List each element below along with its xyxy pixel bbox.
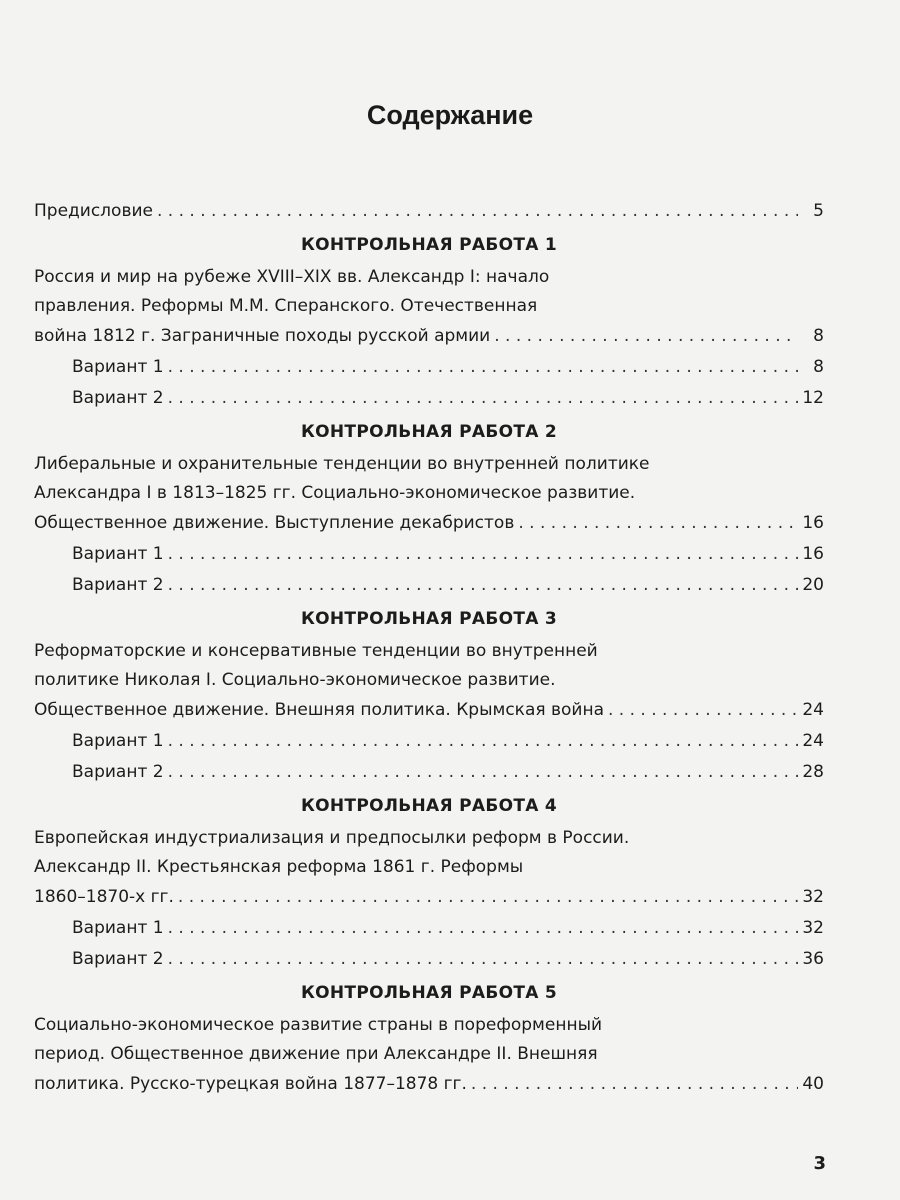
- toc-entry-label: война 1812 г. Заграничные походы русской армии: [34, 326, 491, 346]
- leader-dots: [168, 726, 798, 757]
- toc-entry-section[interactable]: [34, 1069, 824, 1100]
- description-line: политике Николая I. Социально-экономическое развитие.: [34, 670, 556, 690]
- description-line: Европейская индустриализация и предпосылки реформ в России.: [34, 828, 630, 848]
- section-description: [34, 450, 824, 508]
- description-line: Реформаторские и консервативные тенденции во внутренней: [34, 641, 598, 661]
- leader-dots: [168, 570, 798, 601]
- toc-page-number: 24: [802, 731, 824, 751]
- section-heading: КОНТРОЛЬНАЯ РАБОТА 1: [300, 235, 558, 255]
- leader-dots: [168, 944, 798, 975]
- leader-dots: [157, 196, 798, 227]
- toc-entry-variant[interactable]: [34, 539, 824, 570]
- toc-entry-section[interactable]: [34, 882, 824, 913]
- toc-entry-label: Вариант 1: [72, 918, 164, 938]
- toc-entry-label: Вариант 2: [72, 949, 164, 969]
- toc-entry-variant[interactable]: [34, 944, 824, 975]
- toc-entry-label: Вариант 2: [72, 388, 164, 408]
- toc-entry-label: Вариант 1: [72, 544, 164, 564]
- leader-dots: [608, 695, 798, 726]
- toc-entry-label: Предисловие: [34, 201, 153, 221]
- toc-entry-variant[interactable]: [34, 913, 824, 944]
- description-line: Александр II. Крестьянская реформа 1861 г. Реформы: [34, 857, 524, 877]
- toc-page-number: 32: [802, 887, 824, 907]
- toc-entry-variant[interactable]: [34, 352, 824, 383]
- section-description: [34, 824, 824, 882]
- toc-entry-variant[interactable]: [34, 757, 824, 788]
- toc-entry-label: 1860–1870-х гг.: [34, 887, 174, 907]
- description-line: Социально-экономическое развитие страны в пореформенный: [34, 1015, 603, 1035]
- toc-entry-section[interactable]: [34, 321, 824, 352]
- toc-entry-variant[interactable]: [34, 726, 824, 757]
- toc-entry-label: политика. Русско-турецкая война 1877–1878 гг.: [34, 1074, 467, 1094]
- toc-page-number: 5: [813, 201, 824, 221]
- leader-dots: [168, 352, 798, 383]
- toc-page-number: 20: [802, 575, 824, 595]
- description-line: Либеральные и охранительные тенденции во внутренней политике: [34, 454, 650, 474]
- leader-dots: [168, 539, 798, 570]
- section-heading: КОНТРОЛЬНАЯ РАБОТА 5: [300, 983, 558, 1003]
- section-description: [34, 1011, 824, 1069]
- toc-entry-label: Общественное движение. Внешняя политика. Крымская война: [34, 700, 604, 720]
- toc-page-number: 40: [802, 1074, 824, 1094]
- toc-page-number: 16: [802, 544, 824, 564]
- description-line: период. Общественное движение при Александре II. Внешняя: [34, 1044, 598, 1064]
- toc-entry-variant[interactable]: [34, 383, 824, 414]
- toc-entry-label: Общественное движение. Выступление декабристов: [34, 513, 515, 533]
- toc-page-number: 32: [802, 918, 824, 938]
- toc-entry-section[interactable]: [34, 508, 824, 539]
- section-heading: КОНТРОЛЬНАЯ РАБОТА 4: [300, 796, 558, 816]
- toc-entry-label: Вариант 2: [72, 575, 164, 595]
- toc-page-number: 12: [802, 388, 824, 408]
- page-number: 3: [813, 1153, 826, 1174]
- section-heading: КОНТРОЛЬНАЯ РАБОТА 3: [300, 609, 558, 629]
- toc-page-number: 28: [802, 762, 824, 782]
- description-line: Россия и мир на рубеже XVIII–XIX вв. Александр I: начало: [34, 267, 550, 287]
- leader-dots: [178, 882, 798, 913]
- section-description: [34, 637, 824, 695]
- section-heading: КОНТРОЛЬНАЯ РАБОТА 2: [300, 422, 558, 442]
- section-description: [34, 263, 824, 321]
- toc-entry-preface[interactable]: [34, 196, 824, 227]
- leader-dots: [168, 913, 798, 944]
- toc-entry-section[interactable]: [34, 695, 824, 726]
- toc-entry-variant[interactable]: [34, 570, 824, 601]
- toc-page-number: 8: [813, 357, 824, 377]
- page-title: Содержание: [366, 100, 534, 130]
- leader-dots: [518, 508, 798, 539]
- toc-page-number: 8: [813, 326, 824, 346]
- toc-page-number: 36: [802, 949, 824, 969]
- toc-entry-label: Вариант 2: [72, 762, 164, 782]
- toc-sections: [34, 227, 824, 1100]
- toc-entry-label: Вариант 1: [72, 357, 164, 377]
- description-line: правления. Реформы М.М. Сперанского. Отечественная: [34, 296, 538, 316]
- toc-entry-label: Вариант 1: [72, 731, 164, 751]
- leader-dots: [494, 321, 798, 352]
- leader-dots: [168, 757, 798, 788]
- toc-page-number: 16: [802, 513, 824, 533]
- leader-dots: [471, 1069, 798, 1100]
- table-of-contents: [34, 196, 824, 1100]
- description-line: Александра I в 1813–1825 гг. Социально-экономическое развитие.: [34, 483, 636, 503]
- leader-dots: [168, 383, 798, 414]
- toc-page-number: 24: [802, 700, 824, 720]
